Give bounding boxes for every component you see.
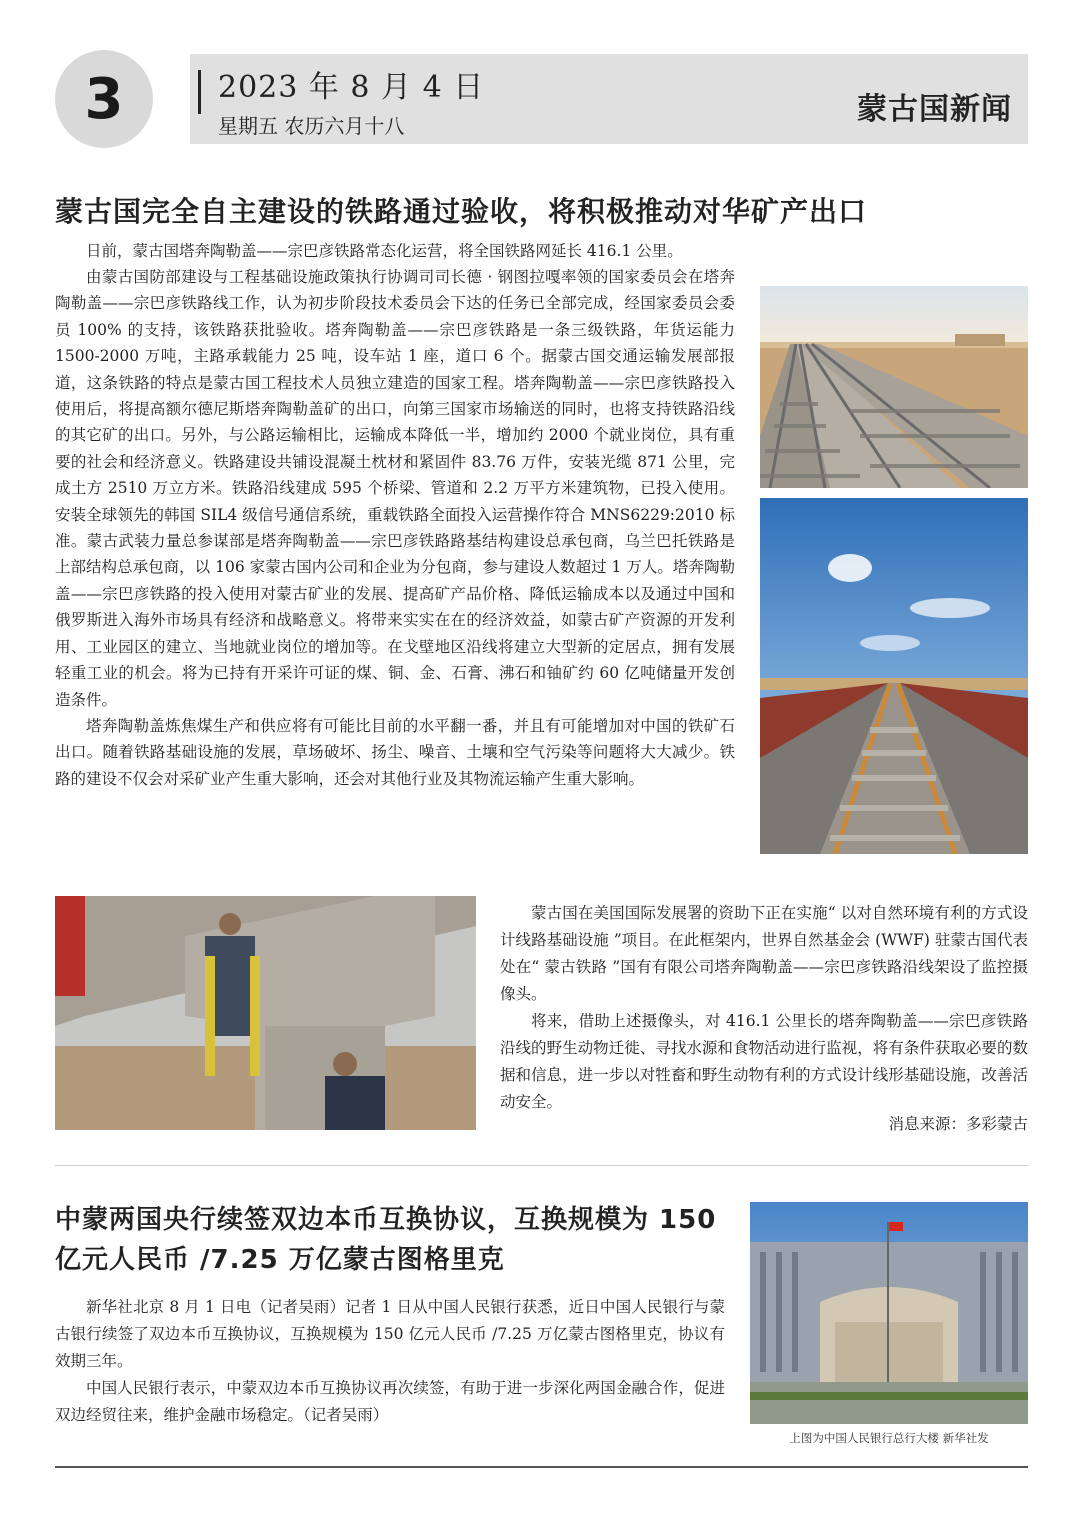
article1-title: 蒙古国完全自主建设的铁路通过验收，将积极推动对华矿产出口: [55, 195, 868, 228]
article1-continued: [500, 900, 1028, 1116]
article2-body: [55, 1294, 725, 1429]
article1-lead: [55, 238, 1028, 264]
page-bottom-rule: [55, 1466, 1028, 1468]
article1-body: [55, 264, 735, 792]
issue-weekday: 星期五 农历六月十八: [218, 114, 405, 138]
issue-date: 2023 年 8 月 4 日: [218, 70, 485, 105]
bridge-workers-photo: [55, 896, 476, 1130]
article1-lead-text: 日前，蒙古国塔奔陶勒盖——宗巴彦铁路常态化运营，将全国铁路网延长 416.1 公里。: [86, 242, 683, 260]
article-separator: [55, 1165, 1028, 1166]
article1-para3: 蒙古国在美国国际发展署的资助下正在实施“ 以对自然环境有利的方式设计线路基础设施 ”项目。在此框架内，世界自然基金会 (WWF) 驻蒙古国代表处在“ 蒙古铁路 ”国有有限公司塔奔陶勒盖——宗巴彦铁路沿线架设了监控摄像头。: [500, 904, 1028, 1003]
article2-para2: 中国人民银行表示，中蒙双边本币互换协议再次续签，有助于进一步深化两国金融合作，促进双边经贸往来，维护金融市场稳定。（记者吴雨）: [55, 1379, 725, 1424]
article2-para1: 新华社北京 8 月 1 日电（记者吴雨）记者 1 日从中国人民银行获悉，近日中国人民银行与蒙古银行续签了双边本币互换协议，互换规模为 150 亿元人民币 /7.25 万亿蒙古图格里克，协议有效期三年。: [55, 1298, 725, 1370]
article1-para4: 将来，借助上述摄像头，对 416.1 公里长的塔奔陶勒盖——宗巴彦铁路沿线的野生动物迁徙、寻找水源和食物活动进行监视，将有条件获取必要的数据和信息，进一步以对牲畜和野生动物有利的方式设计线形基础设施，改善活动安全。: [500, 1012, 1028, 1111]
header-divider: [198, 70, 201, 114]
article1-source: 消息来源：多彩蒙古: [888, 1115, 1028, 1133]
article1-para2: 塔奔陶勒盖炼焦煤生产和供应将有可能比目前的水平翻一番，并且有可能增加对中国的铁矿石出口。随着铁路基础设施的发展，草场破坏、扬尘、噪音、土壤和空气污染等问题将大大减少。铁路的建设不仅会对采矿业产生重大影响，还会对其他行业及其物流运输产生重大影响。: [55, 716, 735, 788]
central-bank-photo: [750, 1202, 1028, 1424]
railway-sky-photo: [760, 498, 1028, 854]
bank-photo-caption: 上图为中国人民银行总行大楼 新华社发: [789, 1431, 989, 1445]
article2-title: 中蒙两国央行续签双边本币互换协议，互换规模为 150 亿元人民币 /7.25 万亿蒙古图格里克: [55, 1205, 717, 1275]
section-title: 蒙古国新闻: [857, 92, 1012, 127]
article1-para1: 由蒙古国防部建设与工程基础设施政策执行协调司司长德 · 钢图拉嘎率领的国家委员会在塔奔陶勒盖——宗巴彦铁路线工作，认为初步阶段技术委员会下达的任务已全部完成，经国家委员会委员 100% 的支持，该铁路获批验收。塔奔陶勒盖——宗巴彦铁路是一条三级铁路，年货运能力 1500-2000 万吨，主路承载能力 25 吨，设车站 1 座，道口 6 个。据蒙古国交通运输发展部报道，这条铁路的特点是蒙古国工程技术人员独立建造的国家工程。塔奔陶勒盖——宗巴彦铁路投入使用后，将提高额尔德尼斯塔奔陶勒盖矿的出口，向第三国家市场输送的同时，也将支持铁路沿线的其它矿的出口。另外，与公路运输相比，运输成本降低一半，增加约 2000 个就业岗位，具有重要的社会和经济意义。铁路建设共铺设混凝土枕材和紧固件 83.76 万件，安装光缆 871 公里，完成土方 2510 万立方米。铁路沿线建成 595 个桥梁、管道和 2.2 万平方米建筑物，已投入使用。安装全球领先的韩国 SIL4 级信号通信系统，重载铁路全面投入运营操作符合 MNS6229:2010 标准。蒙古武装力量总参谋部是塔奔陶勒盖——宗巴彦铁路路基结构建设总承包商，乌兰巴托铁路是上部结构总承包商，以 106 家蒙古国内公司和企业为分包商，参与建设人数超过 1 万人。塔奔陶勒盖——宗巴彦铁路的投入使用对蒙古矿业的发展、提高矿产品价格、降低运输成本以及通过中国和俄罗斯进入海外市场具有经济和战略意义。将带来实实在在的经济效益，如蒙古矿产资源的开发利用、工业园区的建立、当地就业岗位的增加等。在戈壁地区沿线将建立大型新的定居点，拥有发展轻重工业的机会。将为已持有开采许可证的煤、铜、金、石膏、沸石和铀矿约 60 亿吨储量开发创造条件。: [55, 268, 735, 709]
railway-desert-photo: [760, 286, 1028, 488]
page-number: 3: [55, 50, 153, 148]
